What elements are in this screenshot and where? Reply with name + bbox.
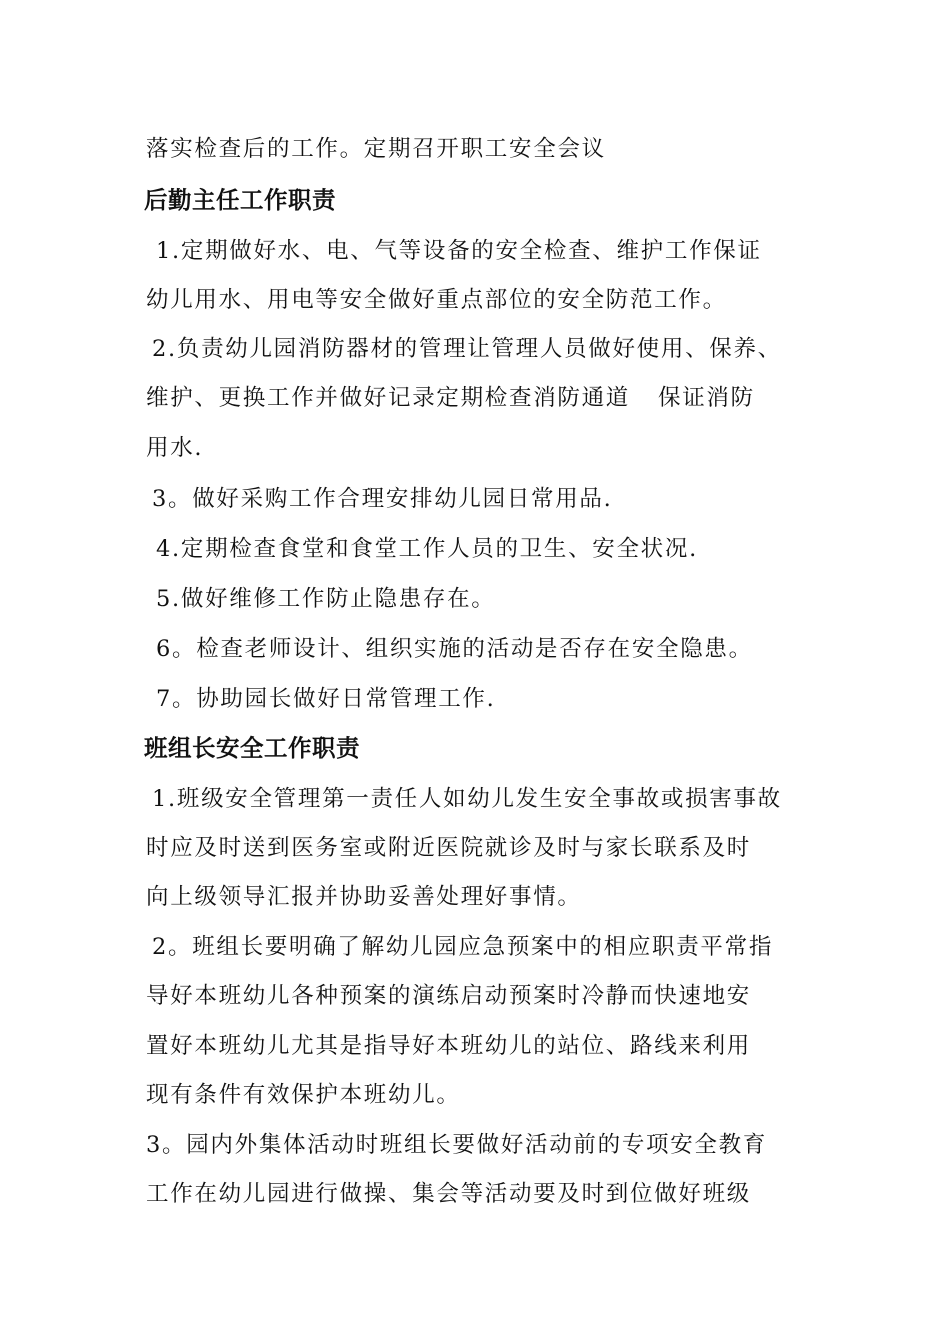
paragraph-line: 落实检查后的工作。定期召开职工安全会议 [146, 136, 606, 162]
paragraph-line: 工作在幼儿园进行做操、集会等活动要及时到位做好班级 [146, 1181, 752, 1207]
paragraph-line: 用水. [146, 435, 204, 461]
paragraph-line: 2。班组长要明确了解幼儿园应急预案中的相应职责平常指 [152, 934, 774, 960]
paragraph-line: 3。做好采购工作合理安排幼儿园日常用品. [152, 486, 613, 512]
paragraph-line: 1.定期做好水、电、气等设备的安全检查、维护工作保证 [156, 238, 762, 264]
paragraph-line: 向上级领导汇报并协助妥善处理好事情。 [146, 884, 582, 910]
section-heading-logistics-director: 后勤主任工作职责 [144, 186, 336, 214]
paragraph-line: 1.班级安全管理第一责任人如幼儿发生安全事故或损害事故 [152, 786, 782, 812]
paragraph-line: 3。园内外集体活动时班组长要做好活动前的专项安全教育 [146, 1132, 768, 1158]
paragraph-line: 5.做好维修工作防止隐患存在。 [156, 586, 496, 612]
paragraph-line: 现有条件有效保护本班幼儿。 [146, 1082, 461, 1108]
paragraph-line: 6。检查老师设计、组织实施的活动是否存在安全隐患。 [156, 636, 753, 662]
paragraph-line: 4.定期检查食堂和食堂工作人员的卫生、安全状况. [156, 536, 698, 562]
paragraph-line: 2.负责幼儿园消防器材的管理让管理人员做好使用、保养、 [152, 336, 782, 362]
paragraph-line: 置好本班幼儿尤其是指导好本班幼儿的站位、路线来利用 [146, 1033, 752, 1059]
section-heading-team-leader: 班组长安全工作职责 [144, 734, 360, 762]
paragraph-line: 7。协助园长做好日常管理工作. [156, 686, 496, 712]
paragraph-line: 幼儿用水、用电等安全做好重点部位的安全防范工作。 [146, 287, 727, 313]
paragraph-line: 时应及时送到医务室或附近医院就诊及时与家长联系及时 [146, 835, 752, 861]
paragraph-line-part: 维护、更换工作并做好记录定期检查消防通道 [146, 385, 631, 411]
paragraph-line [146, 383, 816, 413]
paragraph-line: 导好本班幼儿各种预案的演练启动预案时冷静而快速地安 [146, 983, 752, 1009]
paragraph-line-part: 保证消防 [658, 385, 755, 411]
